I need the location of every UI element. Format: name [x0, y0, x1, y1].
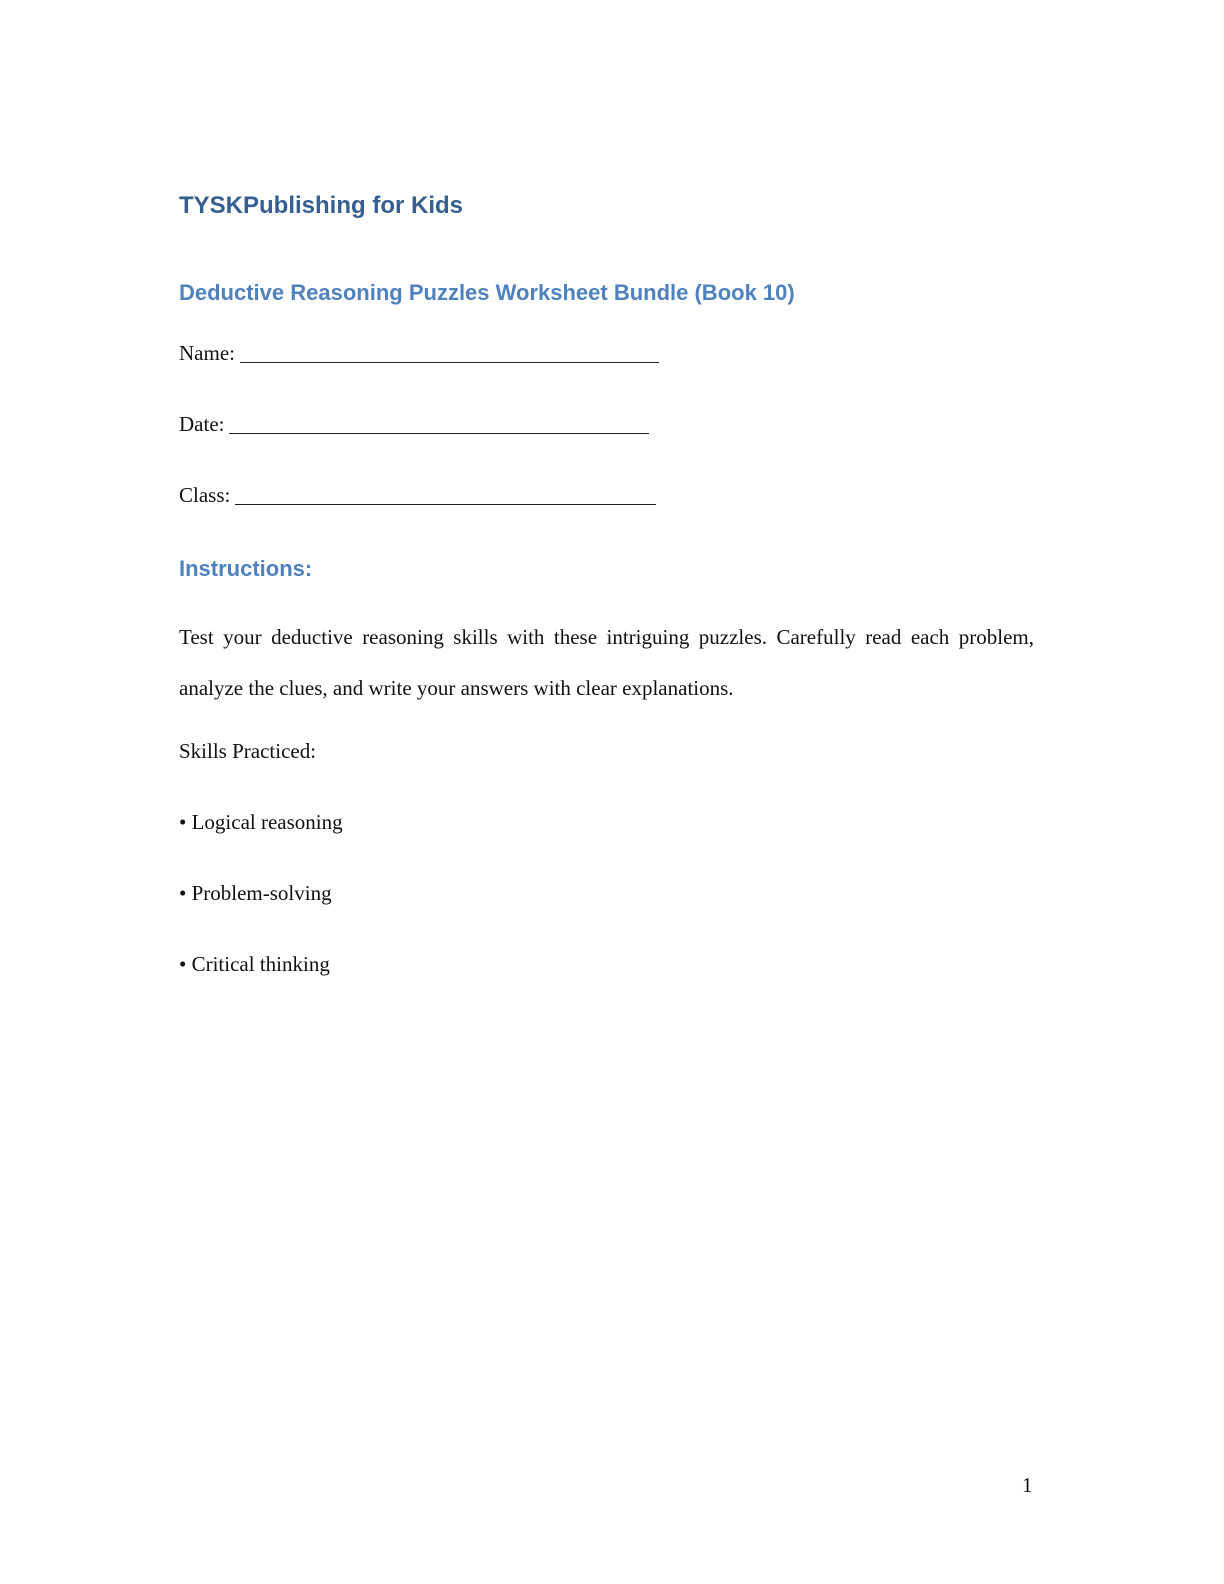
worksheet-title: Deductive Reasoning Puzzles Worksheet Bundle (Book 10) — [179, 280, 795, 305]
page-number: 1 — [1022, 1473, 1033, 1497]
name-field — [179, 341, 659, 366]
class-blank-line — [235, 486, 656, 505]
instructions-text: Test your deductive reasoning skills with these intriguing puzzles. Carefully read each problem, analyze the clues, and write your answers with clear explanations. — [179, 625, 1034, 700]
date-field — [179, 412, 649, 437]
class-field — [179, 483, 656, 508]
skills-label: Skills Practiced: — [179, 739, 317, 763]
skill-item: • Problem-solving — [179, 881, 332, 905]
publisher-name: TYSKPublishing for Kids — [179, 192, 464, 219]
skill-item: • Logical reasoning — [179, 810, 343, 834]
class-label: Class: — [179, 483, 231, 507]
skill-item: • Critical thinking — [179, 952, 330, 976]
name-blank-line — [240, 344, 659, 363]
instructions-heading: Instructions: — [179, 556, 313, 581]
date-label: Date: — [179, 412, 225, 436]
name-label: Name: — [179, 341, 235, 365]
date-blank-line — [229, 415, 649, 434]
